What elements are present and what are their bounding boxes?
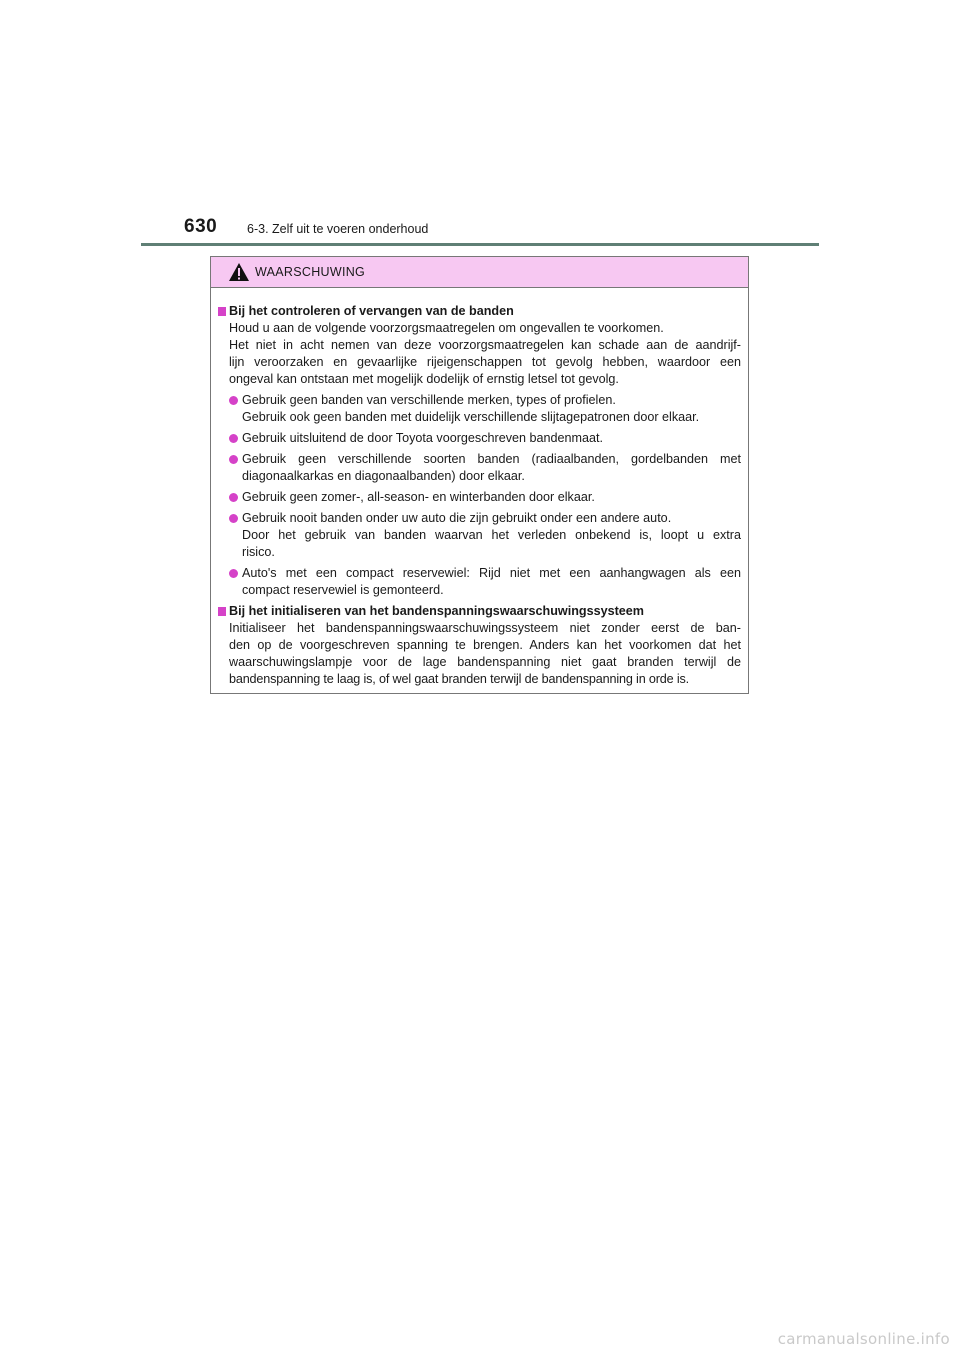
list-item: Gebruik uitsluitend de door Toyota voorgeschreven bandenmaat. — [229, 430, 741, 447]
circle-bullet-icon — [229, 569, 238, 578]
section-heading: Bij het initialiseren van het bandenspanningswaarschuwingssysteem — [218, 603, 741, 620]
header-rule — [141, 243, 819, 246]
warning-body — [211, 288, 748, 688]
warning-label: WAARSCHUWING — [255, 265, 366, 279]
section-heading: Bij het controleren of vervangen van de banden — [218, 303, 741, 320]
list-item: Gebruik geen banden van verschillende merken, types of profielen. Gebruik ook geen banden met duidelijk verschillende slijtagepatronen door elkaar. — [229, 392, 741, 426]
warning-header — [211, 257, 748, 288]
warning-triangle-icon — [228, 262, 250, 282]
circle-bullet-icon — [229, 493, 238, 502]
section-title: 6-3. Zelf uit te voeren onderhoud — [247, 222, 429, 236]
square-bullet-icon — [218, 307, 226, 316]
watermark-logo: carmanualsonline.info — [777, 1330, 950, 1348]
page-number: 630 — [184, 216, 218, 237]
circle-bullet-icon — [229, 434, 238, 443]
circle-bullet-icon — [229, 396, 238, 405]
circle-bullet-icon — [229, 455, 238, 464]
section-paragraph: Initialiseer het bandenspanningswaarschuwingssysteem niet zonder eerst de ban- den op de voorgeschreven spanning te brengen. Anders kan het voorkomen dat het waarschuwingslampje voor de lage bandenspanning niet gaat branden terwijl de bandenspanning te laag is, of wel gaat branden terwijl de bandenspanning in orde is. — [229, 621, 741, 686]
square-bullet-icon — [218, 607, 226, 616]
list-item: Auto's met een compact reservewiel: Rijd niet met een aanhangwagen als een compact reservewiel is gemonteerd. — [229, 565, 741, 599]
list-item: Gebruik geen zomer-, all-season- en winterbanden door elkaar. — [229, 489, 741, 506]
warning-box — [210, 256, 749, 694]
section-paragraph: Houd u aan de volgende voorzorgsmaatregelen om ongevallen te voorkomen. Het niet in acht nemen van deze voorzorgsmaatregelen kan schade aan de aandrijf- lijn veroorzaken en gevaarlijke rijeigenschappen tot gevolg hebben, waardoor een ongeval kan ontstaan met mogelijk dodelijk of ernstig letsel tot gevolg. — [229, 321, 741, 386]
list-item: Gebruik geen verschillende soorten banden (radiaalbanden, gordelbanden met diagonaalkarkas en diagonaalbanden) door elkaar. — [229, 451, 741, 485]
list-item: Gebruik nooit banden onder uw auto die zijn gebruikt onder een andere auto. Door het gebruik van banden waarvan het verleden onbekend is, loopt u extra risico. — [229, 510, 741, 561]
circle-bullet-icon — [229, 514, 238, 523]
